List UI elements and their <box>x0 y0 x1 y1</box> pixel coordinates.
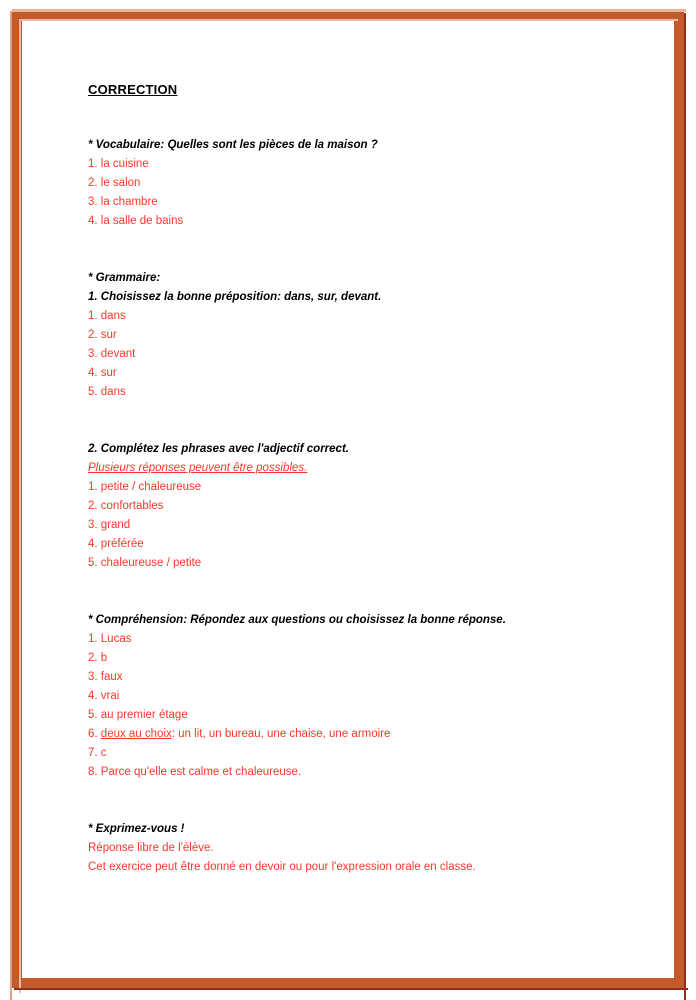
section-grammaire <box>88 269 648 402</box>
frame-inner-stripe-left <box>19 19 21 993</box>
answer-six-rest: : un lit, un bureau, une chaise, une armoire <box>171 728 391 740</box>
answer-item: Cet exercice peut être donné en devoir ou pour l'expression orale en classe. <box>88 861 476 873</box>
section-exprimez-vous <box>88 820 648 877</box>
document-body <box>88 82 648 877</box>
answer-item: 4. sur <box>88 367 117 379</box>
answer-item: 5. dans <box>88 386 126 398</box>
note-underlined-text: Plusieurs réponses peuvent être possibles. <box>88 462 308 474</box>
frame-inner-stripe-top <box>20 19 678 21</box>
answer-item: 1. petite / chaleureuse <box>88 481 202 493</box>
section-note-adjectifs <box>88 459 648 478</box>
section-heading-grammaire: * Grammaire: <box>88 272 161 284</box>
spacer <box>88 231 648 269</box>
section-heading-comprehension: * Compréhension: Répondez aux questions ou choisissez la bonne réponse. <box>88 614 506 626</box>
frame-highlight-left <box>10 11 12 1000</box>
answer-item: 3. devant <box>88 348 136 360</box>
answer-item: 7. c <box>88 747 107 759</box>
section-heading-exprimez-vous: * Exprimez-vous ! <box>88 823 185 835</box>
answer-item: 2. le salon <box>88 177 141 189</box>
spacer <box>88 573 648 611</box>
answer-item: 1. Lucas <box>88 633 132 645</box>
answer-item: 2. b <box>88 652 108 664</box>
answer-item: Réponse libre de l'élève. <box>88 842 214 854</box>
section-heading-vocabulaire: * Vocabulaire: Quelles sont les pièces de la maison ? <box>88 139 378 151</box>
section-comprehension <box>88 611 648 782</box>
section-vocabulaire <box>88 136 648 231</box>
page-title: CORRECTION <box>88 82 178 97</box>
answer-item: 2. sur <box>88 329 117 341</box>
frame-shadow-right <box>684 13 686 1000</box>
frame-highlight-top <box>12 9 686 12</box>
answer-item: 8. Parce qu'elle est calme et chaleureuse. <box>88 766 302 778</box>
answer-item-six <box>88 725 648 744</box>
answer-item: 4. préférée <box>88 538 144 550</box>
spacer <box>88 98 648 136</box>
section-heading-adjectifs: 2. Complétez les phrases avec l'adjectif correct. <box>88 443 349 455</box>
section-adjectifs <box>88 440 648 573</box>
answer-six-number: 6. <box>88 728 101 740</box>
frame-shadow-bottom <box>14 988 688 990</box>
answer-six-underlined: deux au choix <box>100 728 172 740</box>
answer-item: 3. faux <box>88 671 123 683</box>
answer-item: 1. la cuisine <box>88 158 149 170</box>
answer-item: 4. vrai <box>88 690 120 702</box>
answer-item: 5. au premier étage <box>88 709 188 721</box>
answer-item: 4. la salle de bains <box>88 215 184 227</box>
answer-item: 1. dans <box>88 310 126 322</box>
spacer <box>88 402 648 440</box>
answer-item: 2. confortables <box>88 500 164 512</box>
section-subheading-preposition: 1. Choisissez la bonne préposition: dans, sur, devant. <box>88 291 382 303</box>
answer-item: 3. grand <box>88 519 131 531</box>
answer-item: 3. la chambre <box>88 196 158 208</box>
answer-item: 5. chaleureuse / petite <box>88 557 202 569</box>
spacer <box>88 782 648 820</box>
